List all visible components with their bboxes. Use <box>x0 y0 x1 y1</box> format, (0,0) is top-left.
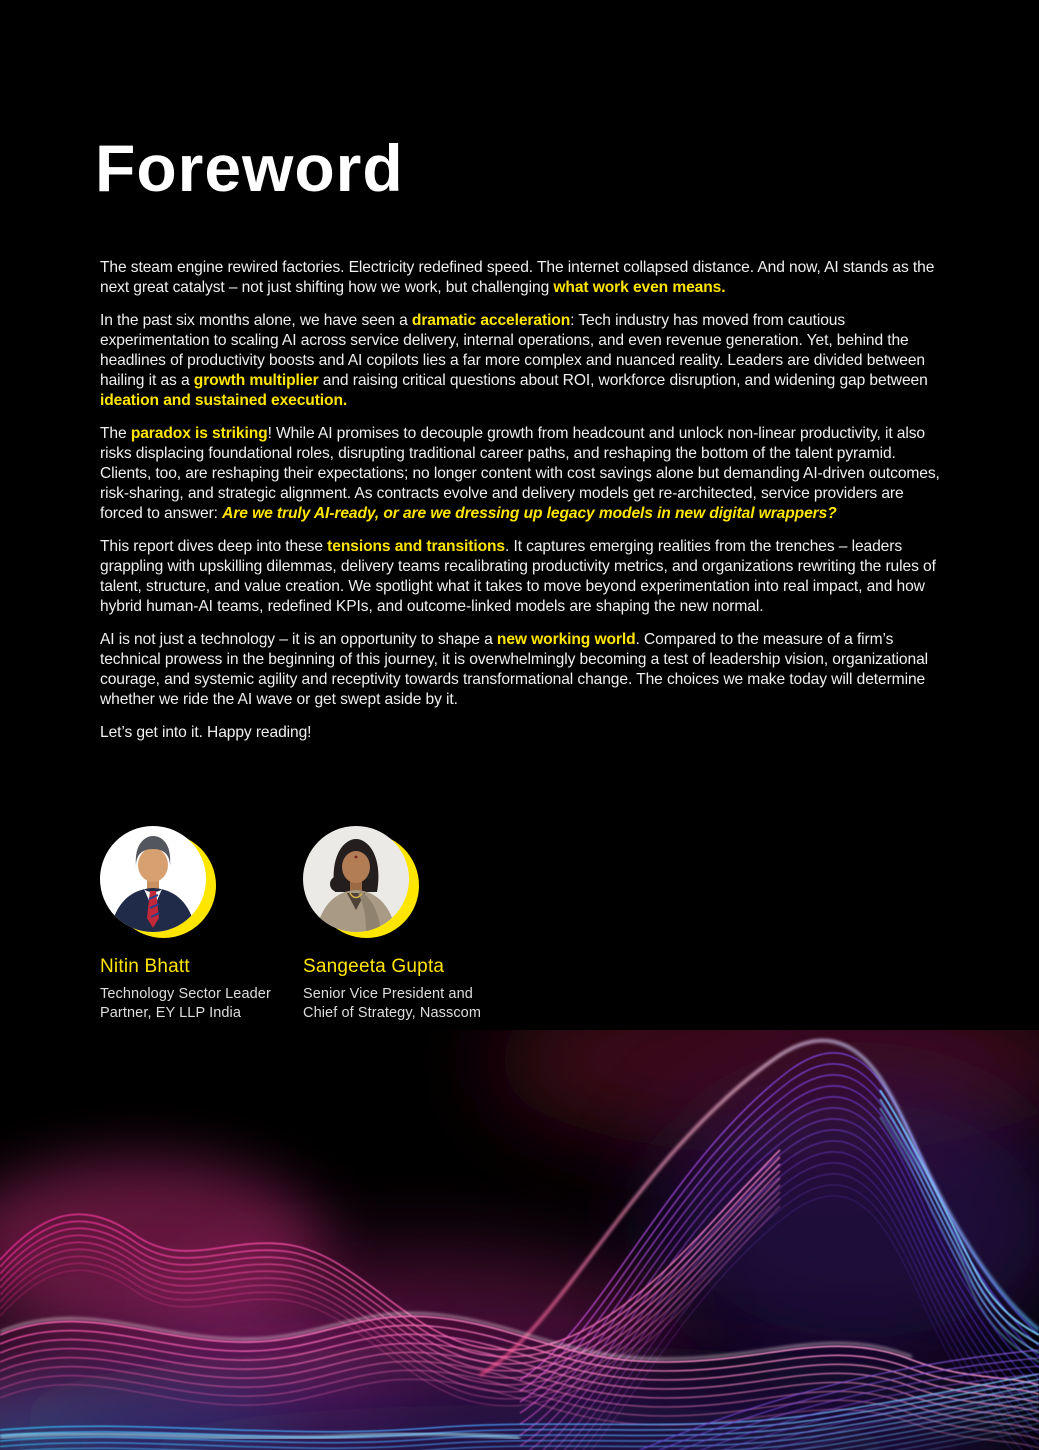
paragraph-3 <box>100 424 945 524</box>
text-run: In the past six months alone, we have seen a <box>100 312 412 329</box>
text-run: AI is not just a technology – it is an opportunity to shape a <box>100 631 497 648</box>
avatar <box>100 826 222 943</box>
author-title <box>303 985 506 1023</box>
text-run: and raising critical questions about ROI, workforce disruption, and widening gap between <box>318 372 928 389</box>
paragraph-6 <box>100 723 945 743</box>
author-title <box>100 985 303 1023</box>
text-run: The steam engine rewired factories. Electricity redefined speed. The internet collapsed distance. And now, AI stands as the next great catalyst – not just shifting how we work, but challenging <box>100 259 935 296</box>
text-run: Let’s get into it. Happy reading! <box>100 724 312 741</box>
paragraph-5 <box>100 630 945 710</box>
highlight-text: growth multiplier <box>193 372 319 389</box>
portrait-photo <box>100 826 206 932</box>
paragraph-1 <box>100 258 945 298</box>
text-run: . Compared to the measure of a firm’s technical prowess in the beginning of this journey, it is overwhelmingly becoming a test of leadership vision, organizational courage, and systemic agility and receptivity towards transformational change. The choices we make today will determine whether we ride the AI wave or get swept aside by it. <box>100 631 929 708</box>
text-run: ! While AI promises to decouple growth from headcount and unlock non-linear productivity, it also risks displacing foundational roles, disrupting traditional career paths, and reshaping the bottom of the talent pyramid. Clients, too, are reshaping their expectations; no longer content with cost savings alone but demanding AI-driven outcomes, risk-sharing, and strategic alignment. As contracts evolve and delivery models get re-architected, service providers are forced to answer: <box>100 425 940 522</box>
author-name: Nitin Bhatt <box>100 956 190 977</box>
highlight-italic-text: Are we truly AI-ready, or are we dressing up legacy models in new digital wrappers? <box>222 505 837 522</box>
author-card-sangeeta-gupta <box>303 826 506 1023</box>
author-card-nitin-bhatt <box>100 826 303 1023</box>
page-title: Foreword <box>95 131 404 205</box>
portrait-photo <box>303 826 409 932</box>
author-title-line: Senior Vice President and <box>303 986 473 1002</box>
text-run: : Tech industry has moved from cautious experimentation to scaling AI across service delivery, internal operations, and even revenue generation. Yet, behind the headlines of productivity boosts and AI copilots lies a far more complex and nuanced reality. Leaders are divided between hailing it as a <box>100 312 925 389</box>
avatar <box>303 826 425 943</box>
highlight-text: ideation and sustained execution. <box>100 392 348 409</box>
highlight-text: paradox is striking <box>130 425 268 442</box>
paragraph-2 <box>100 311 945 411</box>
author-name: Sangeeta Gupta <box>303 956 445 977</box>
highlight-text: new working world <box>496 631 636 648</box>
author-title-line: Chief of Strategy, Nasscom <box>303 1005 482 1021</box>
text-run: . It captures emerging realities from the trenches – leaders grappling with upskilling dilemmas, delivery teams recalibrating productivity metrics, and organizations rewriting the rules of talent, structure, and value creation. We spotlight what it takes to move beyond experimentation into real impact, and how hybrid human-AI teams, redefined KPIs, and outcome-linked models are shaping the new normal. <box>100 538 936 615</box>
highlight-text: tensions and transitions <box>327 538 505 555</box>
neon-wave-decoration <box>0 1030 1039 1450</box>
authors-section <box>100 826 506 1023</box>
text-run: This report dives deep into these <box>100 538 328 555</box>
body-text <box>100 258 945 756</box>
highlight-text: dramatic acceleration <box>411 312 571 329</box>
author-title-line: Technology Sector Leader <box>100 986 271 1002</box>
author-title-line: Partner, EY LLP India <box>100 1005 242 1021</box>
text-run: The <box>100 425 131 442</box>
paragraph-4 <box>100 537 945 617</box>
highlight-text: what work even means. <box>553 279 726 296</box>
